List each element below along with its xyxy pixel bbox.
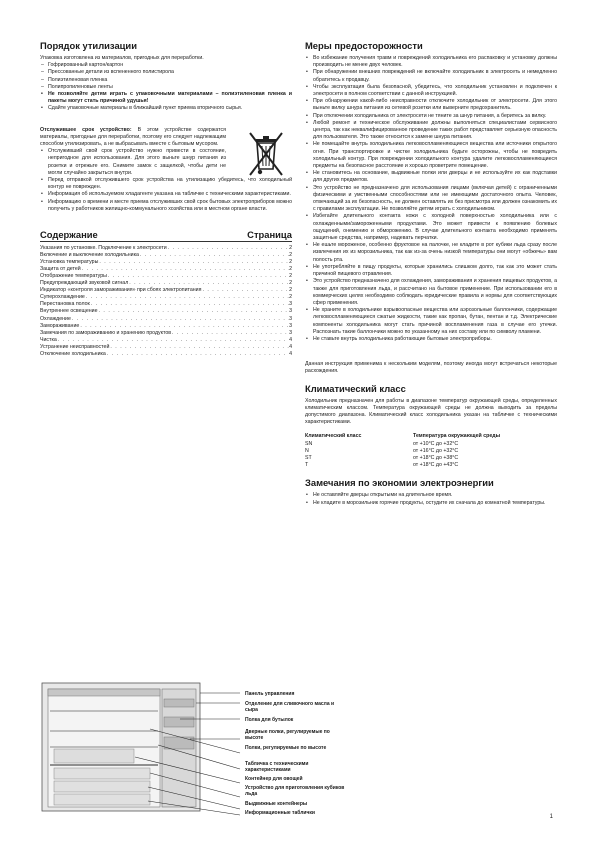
- toc-leader: [79, 323, 289, 330]
- toc-page-number: 3: [289, 301, 292, 308]
- toc-page-number: 2: [289, 266, 292, 273]
- toc-header: [40, 229, 292, 242]
- toc-leader: [109, 344, 289, 351]
- toc-leader: [85, 294, 289, 301]
- toc-entry-title: Охлаждение: [40, 315, 71, 322]
- list-item: – Полиэтиленовая пленка: [40, 77, 292, 84]
- toc-leader: [139, 252, 289, 259]
- toc-leader: [106, 351, 289, 358]
- toc-leader: [71, 316, 289, 323]
- climate-class: SN: [305, 440, 313, 447]
- toc-entry-title: Отображение температуры: [40, 273, 107, 280]
- page-number: 1: [549, 814, 553, 820]
- energy-list: [305, 492, 557, 506]
- toc-page-number: 3: [289, 329, 292, 336]
- precautions-list: [305, 55, 557, 343]
- label-control-panel: Панель управления: [245, 691, 295, 697]
- list-item: • Перед отправкой отслужившего срок устройства на утилизацию убедитесь, что холодильный контур не поврежден.: [40, 177, 292, 191]
- models-note: Данная инструкция применима к нескольким моделям, поэтому иногда могут встречаться некоторые расхождения.: [305, 361, 557, 375]
- toc-row: [40, 344, 292, 351]
- toc-entry-title: Перестановка полок: [40, 301, 90, 308]
- toc-row: [40, 294, 292, 301]
- toc-page-header: Страница: [247, 229, 292, 241]
- climate-table: [305, 433, 557, 469]
- toc-page-number: 2: [289, 280, 292, 287]
- toc-page-number: 4: [289, 336, 292, 343]
- toc-leader: [57, 337, 289, 344]
- toc-entry-title: Защита от детей: [40, 266, 81, 273]
- climate-class: ST: [305, 454, 312, 461]
- toc-entry-title: Индикатор «контроля замораживания» при сбоях электропитания: [40, 287, 202, 294]
- label-vegetable-container: Контейнер для овощей: [245, 776, 303, 782]
- toc-entry-title: Внутреннее освещение: [40, 308, 98, 315]
- toc-title: Содержание: [40, 229, 98, 241]
- disposal-intro: Упаковка изготовлена из материалов, пригодных для переработки.: [40, 55, 204, 61]
- list-item: • Это устройство не предназначено для использования лицами (включая детей) с ограниченными физическими и умственными способностями или не имеющими достаточного опыта. Человек, отвечающий за их безопасность, не должен оставлять их без присмотра или должен ознакомить их с правилами эксплуатации. Не позволяйте детям играть с холодильником.: [305, 185, 557, 214]
- label-info-plates: Информационные таблички: [245, 810, 315, 816]
- toc-leader: [128, 280, 289, 287]
- list-item: • Не кладите в морозильник горячие продукты, остудите их сначала до комнатной температуры.: [305, 500, 557, 507]
- label-drawers: Выдвижные контейнеры: [245, 801, 308, 807]
- climate-class: T: [305, 462, 309, 469]
- right-column: [305, 40, 557, 507]
- toc-leader: [171, 330, 289, 337]
- toc-entry-title: Замечания по замораживанию и хранению продуктов: [40, 329, 172, 336]
- toc-page-number: 3: [289, 308, 292, 315]
- toc-leader: [201, 287, 289, 294]
- list-item: – Прессованные детали из вспененного полистирола: [40, 69, 292, 76]
- toc-page-number: 4: [289, 343, 292, 350]
- list-item: • Не ешьте мороженое, особенно фруктовое на палочке, не кладите в рот кубики льда сразу после извлечения их из морозильника, так как из-за очень низкой температуры они могут «обжечь» вам полость рта.: [305, 242, 557, 264]
- spent-text: В этом устройстве содержатся материалы, пригодные для переработки, поэтому его следует надлежащим способом утилизировать, а не выбрасывать вместе с бытовым мусором.: [40, 126, 226, 148]
- toc-leader: [167, 245, 289, 252]
- toc-row: [40, 330, 292, 337]
- list-item: • Это устройство предназначено для охлаждения, замораживания и хранения пищевых продуктов, а также для приготовления льда, и рассчитано на бытовое применение. При использовании его в коммерческих целях необходимо соблюдать юридические правила и нормы для соответствующих сфер применения.: [305, 278, 557, 307]
- toc-leader: [90, 301, 289, 308]
- table-of-contents: [40, 245, 292, 358]
- label-bottle-shelf: Полка для бутылок: [245, 717, 294, 723]
- toc-page-number: 3: [289, 322, 292, 329]
- label-door-shelves: Дверные полки, регулируемые по высоте: [245, 729, 330, 741]
- toc-row: [40, 280, 292, 287]
- toc-entry-title: Суперохлаждение: [40, 294, 85, 301]
- list-item: • Не ставьте внутрь холодильника работающие бытовые электроприборы.: [305, 336, 557, 343]
- disposal-notes: [40, 91, 292, 113]
- list-item: – Полипропиленовые ленты: [40, 84, 292, 91]
- toc-row: [40, 316, 292, 323]
- left-column: [40, 40, 292, 358]
- disposal-recycle: • Сдайте упаковочные материалы в ближайший пункт приема вторичного сырья.: [40, 105, 292, 112]
- list-item: • Информацию о времени и месте приема отслуживших свой срок бытовых электроприборов можно получить у работников жилищно-коммунального хозяйства или в местном органе власти.: [40, 199, 292, 213]
- toc-row: [40, 252, 292, 259]
- toc-page-number: 2: [289, 259, 292, 266]
- climate-col1: Климатический класс: [305, 433, 362, 440]
- disposal-title: Порядок утилизации: [40, 40, 137, 51]
- toc-entry-title: Устранение неисправностей: [40, 343, 110, 350]
- toc-leader: [98, 308, 290, 315]
- list-item: • Не становитесь на основание, выдвижные полки или дверцы и не используйте их как подставки для других предметов.: [305, 170, 557, 184]
- toc-page-number: 3: [289, 315, 292, 322]
- toc-page-number: 2: [289, 273, 292, 280]
- toc-leader: [98, 259, 289, 266]
- climate-col2: Температура окружающей среды: [413, 433, 501, 440]
- climate-text: Холодильник предназначен для работы в диапазоне температур окружающей среды, определенных климатическим классом. Температура окружающей среды не должна выходить за пределы допустимого диапазона. Климатический класс холодильника указан на табличке с техническими характеристиками.: [305, 397, 557, 426]
- list-item: • Не храните в холодильнике взрывоопасные вещества или аэрозольные баллончики, содержащие легковоспламеняющиеся сжатые жидкости, такие как пропан, бутан, пентан и т.д. Электрические компоненты холодильника могут стать причиной воспламенения газа в случае его утечки. Распознать такие баллончики можно по указанному на них составу или по символу пламени.: [305, 307, 557, 336]
- toc-page-number: 4: [289, 350, 292, 357]
- crossed-bin-icon: [242, 129, 290, 181]
- toc-entry-title: Чистка: [40, 336, 57, 343]
- list-item: • Чтобы эксплуатация была безопасной, убедитесь, что холодильник установлен и подключен к электросети в полном соответствии с данной инструкцией.: [305, 84, 557, 98]
- list-item: • При отключении холодильника от электросети не тяните за шнур питания, а беритесь за вилку.: [305, 113, 557, 120]
- label-rating-plate: Табличка с техническими характеристиками: [245, 761, 309, 773]
- toc-row: [40, 308, 292, 315]
- list-item: • Не помещайте внутрь холодильника легковоспламеняющиеся вещества или источники открытого огня. При транспортировке и чистке холодильника будьте осторожны, чтобы не повредить холодильный контур. При повреждении холодильного контура удалите легковоспламеняющиеся предметы на безопасное расстояние и хорошо проветрите помещение.: [305, 141, 557, 170]
- spent-lead: Отслужившее срок устройство:: [40, 126, 132, 133]
- climate-title: Климатический класс: [305, 382, 406, 394]
- toc-row: [40, 337, 292, 344]
- toc-page-number: 2: [289, 287, 292, 294]
- toc-entry-title: Указания по установке. Подключение к электросети: [40, 245, 167, 252]
- toc-row: [40, 323, 292, 330]
- precautions-title: Меры предосторожности: [305, 40, 423, 51]
- spent-paragraph: [40, 127, 226, 149]
- toc-entry-title: Включение и выключение холодильника: [40, 252, 139, 259]
- list-item: • При обнаружении внешних повреждений не включайте холодильник в электросеть и немедленно обратитесь к продавцу.: [305, 69, 557, 83]
- toc-entry-title: Отключение холодильника: [40, 350, 106, 357]
- climate-class: N: [305, 447, 309, 454]
- list-item: • Не употребляйте в пищу продукты, которые хранились слишком долго, так как это может стать причиной пищевого отравления.: [305, 264, 557, 278]
- disposal-warning: • Не позволяйте детям играть с упаковочными материалами – полиэтиленовая пленка и пакеты могут стать причиной удушья!: [40, 91, 292, 105]
- spent-section: [40, 127, 292, 213]
- toc-entry-title: Установка температуры: [40, 259, 99, 266]
- toc-row: [40, 301, 292, 308]
- list-item: • Информация об используемом хладагенте указана на табличке с техническими характеристиками.: [40, 191, 292, 198]
- toc-entry-title: Замораживание: [40, 322, 80, 329]
- list-item: • Отслуживший свой срок устройство нужно привести в состояние, непригодное для использования. Для этого выньте шнур питания из розетки и отрежьте его. Снимите замок с защелкой, чтобы дети не могли случайно закрыться внутри.: [40, 148, 226, 177]
- label-ice-maker: Устройство для приготовления кубиков льда: [245, 785, 345, 797]
- toc-leader: [81, 266, 289, 273]
- toc-row: [40, 266, 292, 273]
- toc-entry-title: Предупреждающий звуковой сигнал: [40, 280, 129, 287]
- climate-temperature: от +16°C до +32°C: [413, 447, 459, 454]
- list-item: • Во избежание получения травм и повреждений холодильника его распаковку и установку должны производить не менее двух человек.: [305, 55, 557, 69]
- list-item: • Любой ремонт и техническое обслуживание должны выполняться специалистами сервисного центра, так как неквалифицированное проведение таких работ представляет серьезную опасность для пользователя. Это также относится к замене шнура питания.: [305, 120, 557, 142]
- fridge-diagram: [40, 681, 345, 816]
- toc-row: [40, 287, 292, 294]
- climate-temperature: от +18°C до +43°C: [413, 462, 459, 469]
- toc-leader: [107, 273, 289, 280]
- climate-temperature: от +18°C до +38°C: [413, 454, 459, 461]
- list-item: • Не оставляйте дверцы открытыми на длительное время.: [305, 492, 557, 499]
- toc-row: [40, 245, 292, 252]
- disposal-list: [40, 62, 292, 91]
- toc-page-number: 2: [289, 294, 292, 301]
- toc-row: [40, 351, 292, 358]
- list-item: • Избегайте длительного контакта кожи с холодной поверхностью холодильника или с охлажденными/замороженными продуктами. Это может привести к появлению болевых ощущений, онемению и обморожению. В случае длительного контакта необходимо применять защитные средства, например, надевать перчатки.: [305, 213, 557, 242]
- toc-page-number: 2: [289, 252, 292, 259]
- label-butter-compartment: Отделение для сливочного масла и сыра: [245, 701, 335, 713]
- energy-title: Замечания по экономии электроэнергии: [305, 477, 494, 489]
- climate-temperature: от +10°C до +32°C: [413, 440, 459, 447]
- list-item: – Гофрированный картон/картон: [40, 62, 292, 69]
- label-adjustable-shelves: Полки, регулируемые по высоте: [245, 745, 327, 751]
- list-item: • При обнаружении какой-либо неисправности отключите холодильник от электросети. Для этого выньте вилку шнура питания из сетевой розетки или выверните предохранитель.: [305, 98, 557, 112]
- toc-page-number: 2: [289, 245, 292, 252]
